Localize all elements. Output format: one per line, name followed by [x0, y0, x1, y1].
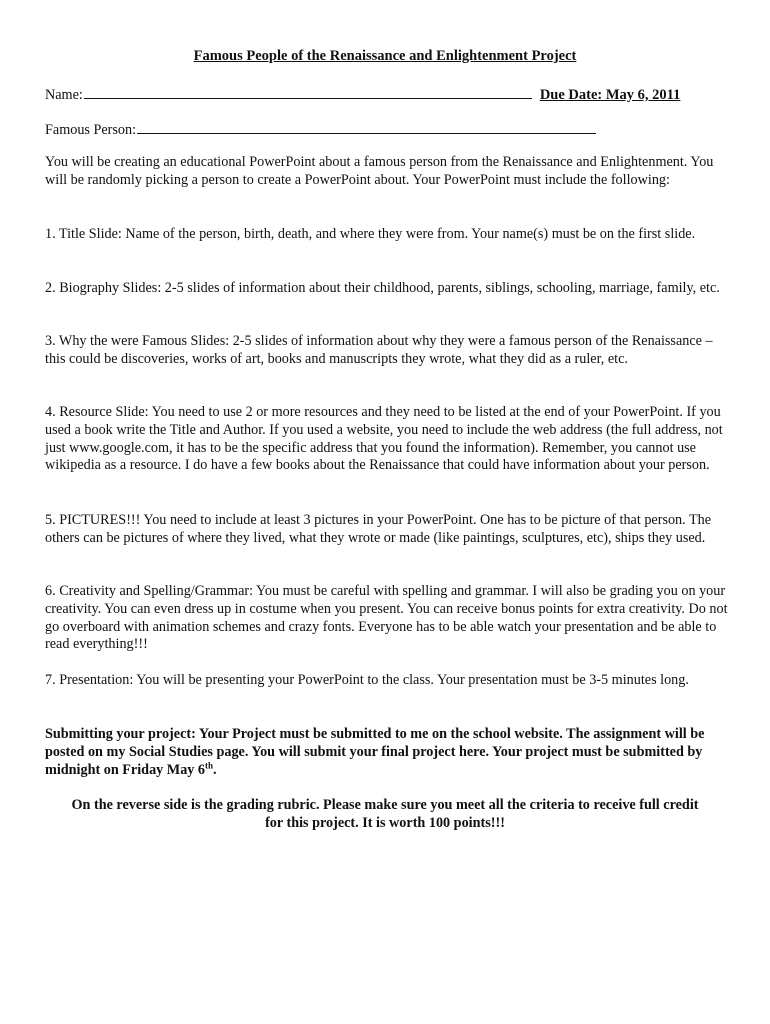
requirement-text: 3. Why the were Famous Slides: 2-5 slides of information about why they were a famous person of the Renaissance – this could be discoveries, works of art, books and manuscripts they wrote, what they did as a ruler, etc.: [45, 333, 713, 367]
name-blank-line[interactable]: [84, 84, 532, 99]
name-row: [45, 84, 680, 105]
requirement-text: 7. Presentation: You will be presenting your PowerPoint to the class. Your presentation must be 3-5 minutes long.: [45, 672, 689, 688]
famous-person-label: Famous Person:: [45, 122, 137, 138]
requirement-text: 2. Biography Slides: 2-5 slides of information about their childhood, parents, siblings, schooling, marriage, family, etc.: [45, 280, 720, 296]
submission-end: .: [213, 761, 217, 778]
intro-paragraph: [45, 154, 730, 190]
requirement-item-7: [45, 672, 730, 690]
submission-main: Submitting your project: Your Project must be submitted to me on the school website. The assignment will be posted on my Social Studies page. You will submit your final project here. Your project must be submitted by midnight on Friday May 6: [45, 726, 705, 778]
requirement-item-5: [45, 512, 730, 548]
rubric-notice-line-2: for this project. It is worth 100 points!!!: [265, 814, 505, 831]
requirement-item-1: [45, 226, 730, 244]
requirement-text: 1. Title Slide: Name of the person, birth, death, and where they were from. Your name(s) must be on the first slide.: [45, 226, 696, 242]
rubric-notice: [40, 797, 730, 833]
requirement-text: 5. PICTURES!!! You need to include at least 3 pictures in your PowerPoint. One has to be picture of that person. The others can be pictures of where they lived, what they wrote or made (like paintings, sculptures, etc), ships they used.: [45, 512, 712, 546]
submission-text: [45, 726, 730, 779]
requirement-item-4: [45, 404, 730, 475]
name-label: Name:: [45, 87, 83, 103]
intro-text: You will be creating an educational PowerPoint about a famous person from the Renaissance and Enlightenment. You will be randomly picking a person to create a PowerPoint about. Your PowerPoint must include the following:: [45, 154, 714, 188]
submission-instructions: [45, 726, 730, 779]
requirement-item-6: [45, 583, 730, 654]
requirement-item-3: [45, 333, 730, 369]
rubric-notice-line-1: On the reverse side is the grading rubric. Please make sure you meet all the criteria to receive full credit: [71, 797, 699, 813]
submission-superscript: th: [205, 759, 214, 770]
requirement-text: 4. Resource Slide: You need to use 2 or more resources and they need to be listed at the end of your PowerPoint. If you used a book write the Title and Author. If you used a website, you need to include the web address (the full address, not just www.google.com, it has to be the specific address that you found the information). Remember, you cannot use wikipedia as a resource. I do have a few books about the Renaissance that could have information about your person.: [45, 404, 723, 474]
requirement-text: 6. Creativity and Spelling/Grammar: You must be careful with spelling and grammar. I will also be grading you on your creativity. You can even dress up in costume when you present. You can receive bonus points for extra creativity. Do not go overboard with animation schemes and crazy fonts. Everyone has to be able watch your presentation and be able to read everything!!!: [45, 583, 728, 653]
document-title: Famous People of the Renaissance and Enlightenment Project: [193, 48, 577, 64]
famous-person-blank-line[interactable]: [137, 119, 596, 134]
famous-person-row: [45, 119, 596, 140]
due-date: Due Date: May 6, 2011: [539, 87, 681, 103]
requirement-item-2: [45, 280, 730, 298]
